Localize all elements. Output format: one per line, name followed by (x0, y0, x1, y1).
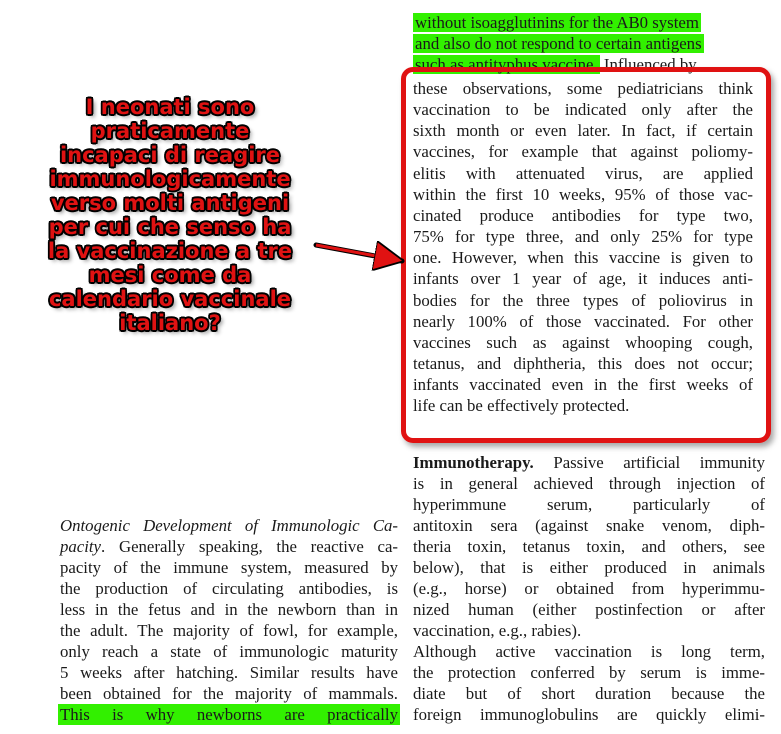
immunotherapy-line-2: hyperimmune serum, particularly of (413, 495, 765, 514)
boxed-line-5: elitis with attenuated virus, are applied (413, 163, 753, 183)
boxed-line-15: infants vaccinated even in the first weeks of (413, 375, 753, 395)
immunotherapy-line-4: theria toxin, tetanus toxin, and others, see (413, 537, 765, 556)
ontogenic-line-2: the production of circulating antibodies, is (60, 579, 398, 598)
ontogenic-line-3: less in the fetus and in the newborn than in (60, 600, 398, 619)
immunotherapy-line-5: below), that is either produced in animals (413, 558, 765, 577)
text-line-top-1: without isoagglutinins for the AB0 system (415, 13, 699, 32)
boxed-line-10: infants over 1 year of age, it induces anti- (413, 269, 753, 289)
callout-line-8: mesi come da (88, 263, 252, 287)
boxed-line-3: sixth month or even later. In fact, if certain (413, 121, 753, 141)
boxed-line-12: nearly 100% of those vaccinated. For other (413, 311, 753, 331)
immunotherapy-p2-line-2: the protection conferred by serum is imme- (413, 663, 765, 682)
ontogenic-line-1: pacity. Generally speaking, the reactive ca- (60, 537, 398, 556)
boxed-line-7: cinated produce antibodies for type two, (413, 205, 753, 225)
text-line-top-2: and also do not respond to certain antigens (415, 34, 702, 53)
immunotherapy-p2-line-1: Although active vaccination is long term, (413, 642, 765, 661)
boxed-line-2: vaccination to be indicated only after the (413, 100, 753, 120)
boxed-line-8: 75% for type three, and only 25% for type (413, 227, 753, 247)
ontogenic-line-1: pacity of the immune system, measured by (60, 558, 398, 577)
immunotherapy-line-0: Immunotherapy. Passive artificial immunity (413, 453, 765, 472)
boxed-line-4: vaccines, for example that against poliomy- (413, 142, 753, 162)
boxed-line-16: life can be effectively protected. (413, 396, 630, 416)
callout-line-1: I neonati sono (85, 95, 255, 119)
callout-line-10: italiano? (119, 311, 221, 335)
immunotherapy-line-8: vaccination, e.g., rabies). (413, 621, 582, 640)
boxed-line-14: tetanus, and diphtheria, this does not occur; (413, 353, 753, 373)
immunotherapy-line-6: (e.g., horse) or obtained from hyperimmu- (413, 579, 765, 598)
boxed-line-13: vaccines such as against whooping cough, (413, 332, 753, 352)
callout-line-6: per cui che senso ha (48, 215, 292, 239)
text-line-top-3: such as antityphus vaccine. Influenced by (415, 55, 697, 74)
immunotherapy-p2-line-3: diate but of short duration because the (413, 684, 765, 703)
ontogenic-heading: Ontogenic Development of Immunologic Ca- (60, 516, 398, 535)
callout-line-5: verso molti antigeni (50, 191, 290, 215)
boxed-line-6: within the first 10 weeks, 95% of those vac- (413, 184, 753, 204)
boxed-line-11: bodies for the three types of poliovirus in (413, 290, 753, 310)
ontogenic-line-4: the adult. The majority of fowl, for example, (60, 621, 398, 640)
immunotherapy-line-7: nized human (either postinfection or after (413, 600, 765, 619)
immunotherapy-line-3: antitoxin sera (against snake venom, diph- (413, 516, 765, 535)
ontogenic-line-7: been obtained for the majority of mammals. (60, 684, 398, 703)
boxed-line-9: one. However, when this vaccine is given to (413, 248, 753, 268)
boxed-line-1: these observations, some pediatricians think (413, 79, 753, 98)
callout-line-7: la vaccinazione a tre (47, 239, 293, 263)
ontogenic-highlight-line: This is why newborns are practically (60, 705, 398, 724)
ontogenic-line-6: 5 weeks after hatching. Similar results have (60, 663, 398, 682)
callout-line-4: immunologicamente (49, 167, 291, 191)
ontogenic-line-5: only reach a state of immunologic maturity (60, 642, 398, 661)
immunotherapy-line-1: is in general achieved through injection of (413, 474, 765, 493)
callout-line-2: praticamente (90, 119, 250, 143)
callout-line-3: incapaci di reagire (59, 143, 281, 167)
immunotherapy-p2-line-4: foreign immunoglobulins are quickly elimi- (413, 705, 765, 724)
callout-line-9: calendario vaccinale (48, 287, 292, 311)
